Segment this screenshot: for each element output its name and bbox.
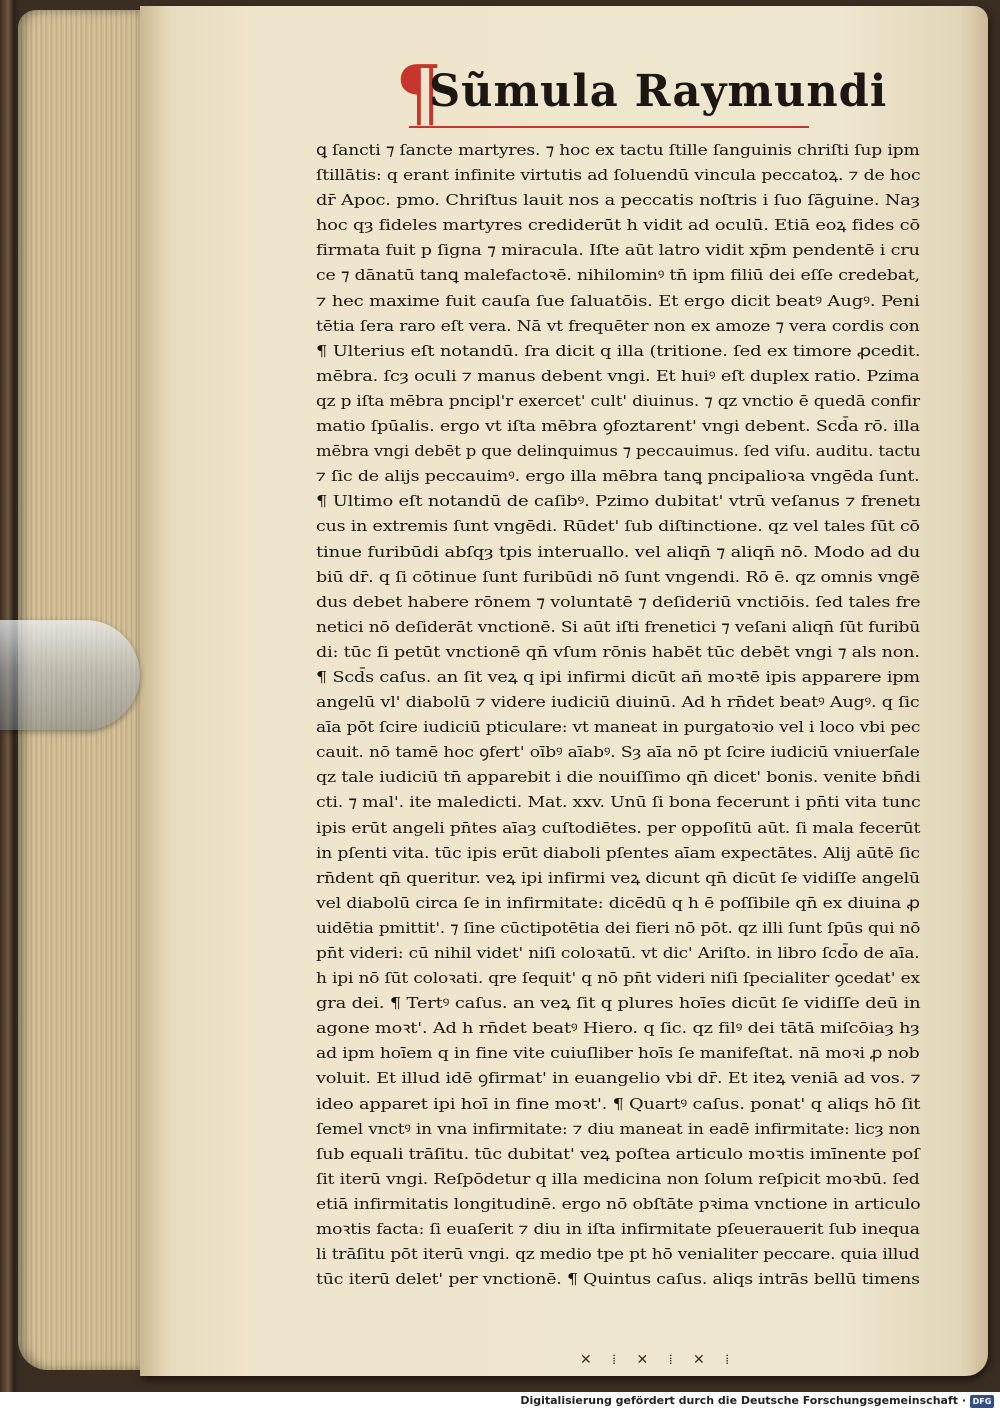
text-line: cus in extremis ſunt vngēdi. Rūdet' ſub diſtinctione. qz vel tales ſūt cō xyxy=(316,517,920,536)
bottom-marks: ✕ ⁞ ✕ ⁞ ✕ ⁞ xyxy=(580,1352,738,1368)
text-line: angelū vl' diabolū ⁊ videre iudiciū diuinū. Ad h rn̄det beatꝰ Augꝰ. q ſic xyxy=(316,693,920,712)
text-line: ipis erūt angeli pn̄tes aīaȝ cuſtodiētes. per oppoſitū aūt. ſi mala fecerūt xyxy=(316,818,921,837)
text-line: ce ⁊ dānatū tanꝗ malefactoꝛē. nihilominꝰ tn̄ ipm filiū dei eſſe credebat, xyxy=(316,266,920,285)
text-block xyxy=(316,138,924,1292)
footer-credit: Digitalisierung gefördert durch die Deutsche Forschungsgemeinschaft · xyxy=(520,1394,966,1407)
text-line: netici nō deſiderāt vnctionē. Si aūt iſti frenetici ⁊ veſani aliqn̄ ſūt furibū xyxy=(316,617,921,636)
text-line: ſtillātis: q erant infinite virtutis ad ſoluendū vincula peccatoꝝ. ⁊ de hoc xyxy=(316,166,921,185)
text-line: agone moꝛt'. Ad h rn̄det beatꝰ Hiero. q ſic. qz filꝰ dei tātā miſcōiaȝ hȝ xyxy=(316,1019,920,1038)
footer-bar xyxy=(0,1392,1000,1412)
text-line: qz tale iudiciū tn̄ apparebit i die nouiſſimo qn̄ dicet' bonis. venite bn̄di xyxy=(316,768,921,787)
dfg-logo-icon: DFG xyxy=(970,1395,994,1408)
text-line: qz p iſta mēbra pncipl'r exercet' cult' diuinus. ⁊ qz vnctio ē quedā confir xyxy=(316,391,920,410)
text-line: etiā infirmitatis longitudinē. ergo nō obſtāte pꝛima vnctione in articulo xyxy=(316,1194,921,1213)
text-line: dr̄ Apoc. pmo. Chriſtus lauit nos a peccatis noſtris i ſuo ſāguine. Naȝ xyxy=(316,191,920,210)
text-line: ⁊ ſic de alijs peccauimꝰ. ergo illa mēbra tanꝗ pncipalioꝛa vngēda ſunt. xyxy=(316,467,920,486)
text-line: aīa pōt ſcire iudiciū pticulare: vt maneat in purgatoꝛio vel i loco vbi pec xyxy=(316,718,921,737)
text-line: moꝛtis facta: ſi euaſerit ⁊ diu in iſta infirmitate pſeuerauerit ſub inequa xyxy=(316,1220,920,1239)
text-line: ad ipm hoīem q in fine vite cuiuſliber hoīs ſe manifeſtat. nā moꝛi ꝓ nob xyxy=(316,1044,920,1063)
text-line: ꝗ ſancti ⁊ ſancte martyres. ⁊ hoc ex tactu ſtille ſanguinis chriſti ſup ipm xyxy=(316,141,920,159)
text-line: ¶ Scd̄s caſus. an ſit veꝝ q ipi infirmi dicūt an̄ moꝛtē ipis apparere ipm xyxy=(316,667,920,686)
text-line: vel diabolū circa ſe in infirmitate: dicēdū q h ē poſſibile qn̄ ex diuina ꝓ xyxy=(316,893,920,912)
text-line: dus debet habere rōnem ⁊ voluntatē ⁊ deſideriū vnctiōis. ſed tales fre xyxy=(316,592,921,611)
glass-page-holder xyxy=(0,620,140,730)
text-line: ſub equali trāſitu. tūc dubitat' veꝝ poſtea articulo moꝛtis imīnente poſ xyxy=(316,1144,920,1163)
text-line: h ipi nō ſūt coloꝛati. qre ſequit' q nō pn̄t videri niſi ſpecialiter ꝯcedat' ex xyxy=(316,969,920,988)
text-line: matio ſpūalis. ergo vt iſta mēbra ꝯfoztarent' vngi debent. Scd̄a rō. illa xyxy=(316,417,920,436)
text-line: tūc iterū delet' per vnctionē. ¶ Quintus caſus. aliqs intrās bellū timens xyxy=(316,1270,920,1289)
text-line: cti. ⁊ mal'. ite maledicti. Mat. xxv. Unū ſi bona fecerunt i pn̄ti vita tunc xyxy=(316,793,921,812)
page-title: Sũmula Raymundi xyxy=(429,66,888,117)
text-line: di: tūc ſi petūt vnctionē qn̄ vſum rōnis habēt tūc debēt vngi ⁊ als non. xyxy=(316,642,920,661)
text-line: in pſenti vita. tūc ipis erūt diaboli pſentes aīam expectātes. Alij aūtē ſic xyxy=(316,843,920,862)
text-line: biū dr̄. q ſi cōtinue ſunt furibūdi nō ſunt vngendi. Rō ē. qz omnis vngē xyxy=(316,567,920,586)
text-line: rn̄dent qn̄ queritur. veꝝ ipi infirmi veꝝ dicunt qn̄ dicūt ſe vidiſſe angelū xyxy=(316,868,920,887)
text-line: uidētia pmittit'. ⁊ ſine cūctipotētia dei fieri nō pōt. qz illi ſunt ſpūs qui nō xyxy=(316,918,921,937)
text-line: voluit. Et illud idē ꝯfirmat' in euangelio vbi dr̄. Et iteꝝ veniā ad vos. ⁊ xyxy=(316,1069,921,1088)
text-line: firmata fuit p ſigna ⁊ miracula. Iſte aūt latro vidit xp̄m pendentē i cru xyxy=(316,241,920,260)
text-line: ⁊ hec maxime fuit cauſa ſue ſaluatōis. Et ergo dicit beatꝰ Augꝰ. Peni xyxy=(316,291,920,310)
page-header xyxy=(395,50,888,136)
text-line: ſit iterū vngi. Reſpōdetur q illa medicina non ſolum reſpicit moꝛbū. ſed xyxy=(316,1169,920,1188)
text-line: ſemel vnctꝰ in vna infirmitate: ⁊ diu maneat in eadē infirmitate: licȝ non xyxy=(316,1119,921,1138)
text-line: tētia ſera raro eſt vera. Nā vt frequēter non ex amoze ⁊ vera cordis con xyxy=(316,316,920,335)
red-underline xyxy=(409,126,809,128)
text-line: tinue furibūdi abſqȝ tpis interuallo. vel aliqn̄ ⁊ aliqn̄ nō. Modo ad du xyxy=(316,542,921,561)
text-line: ideo apparet ipi hoī in fine moꝛt'. ¶ Quartꝰ caſus. ponat' q aliqs hō ſit xyxy=(316,1094,921,1113)
text-line: ¶ Ulterius eſt notandū. ſra dicit q illa (tritione. ſed ex timore ꝓcedit. xyxy=(316,341,921,360)
text-line: mēbra. ſcȝ oculi ⁊ manus debent vngi. Et huiꝰ eſt duplex ratio. Pzima xyxy=(316,366,920,385)
text-line: cauit. nō tamē hoc ꝯfert' oībꝰ aīabꝰ. Sȝ aīa nō pt ſcire iudiciū vniuerſale xyxy=(316,743,920,762)
rubricated-pilcrow-icon: ¶ xyxy=(395,50,443,136)
text-line: hoc qȝ fideles martyres crediderūt h vidit ad oculū. Etiā eoꝝ fides cō xyxy=(316,216,920,235)
text-line: li trāſitu pōt iterū vngi. qz medio tpe pt hō venialiter peccare. quia illud xyxy=(316,1245,920,1264)
text-line: gra dei. ¶ Tertꝰ caſus. an veꝝ ſit q plures hoīes dicūt ſe vidiſſe deū in xyxy=(316,994,921,1013)
text-line: ¶ Ultimo eſt notandū de caſibꝰ. Pzimo dubitat' vtrū veſanus ⁊ frenetı xyxy=(316,492,921,511)
text-line: mēbra vngi debēt p que delinquimus ⁊ peccauimus. ſed viſu. auditu. tactu xyxy=(316,442,921,461)
text-line: pn̄t videri: cū nihil videt' niſi coloꝛatū. vt dic' Ariſto. in libro ſcd̄o de aīa. xyxy=(316,944,920,962)
